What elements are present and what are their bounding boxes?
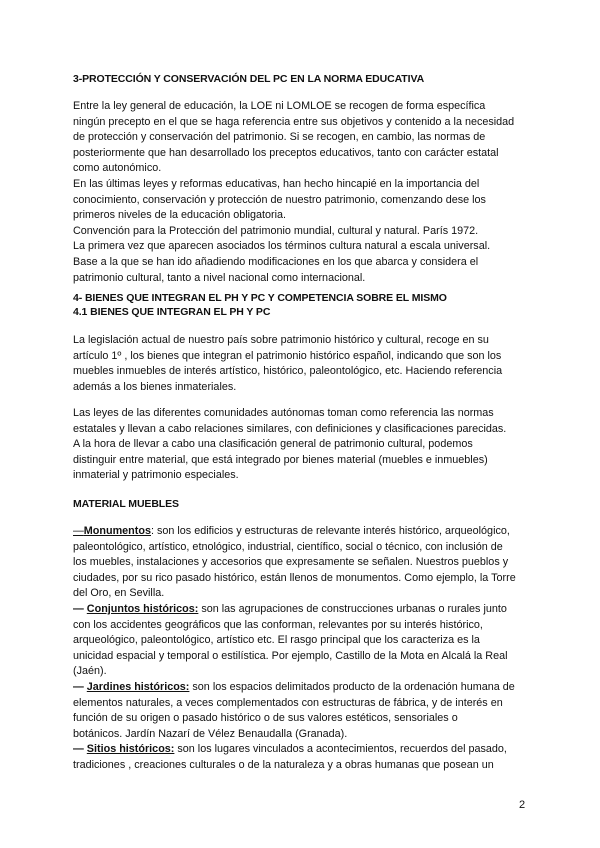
term-conjuntos-historicos: Conjuntos históricos: [86,602,199,615]
definition-text: son las agrupaciones de construcciones urbanas o rurales junto [198,602,507,615]
em-dash: — [73,525,84,537]
text-line: paleontológico, artístico, etnológico, industrial, científico, social o técnico, con inclusión de [73,540,503,553]
section-4-paragraph-2 [73,406,533,484]
text-line: arqueológico, paleontológico, artístico etc. El rasgo principal que los caracteriza es la [73,634,480,647]
material-muebles-heading: MATERIAL MUEBLES [73,498,179,510]
text-line: inmaterial y patrimonio especiales. [73,469,239,482]
text-line: además a los bienes inmateriales. [73,380,237,393]
definition-sitios-historicos [73,742,533,758]
text-line: distinguir entre material, que está integrado por bienes material (muebles e inmuebles) [73,453,488,466]
text-line: estatales y llevan a cabo relaciones similares, con definiciones y clasificaciones parecidas. [73,422,507,435]
text-line: A la hora de llevar a cabo una clasificación general de patrimonio cultural, podemos [73,438,473,451]
text-line: artículo 1º , los bienes que integran el patrimonio histórico español, indicando que son los [73,349,502,362]
section-3-body [73,99,533,286]
text-line: los muebles, instalaciones y accesorios que expresamente se señalen. Nuestros pueblos y [73,556,509,569]
text-line: Convención para la Protección del patrimonio mundial, cultural y natural. París 1972. [73,224,479,237]
em-dash: — [73,680,87,693]
section-4-heading: 4- BIENES QUE INTEGRAN EL PH Y PC Y COMPETENCIA SOBRE EL MISMO [73,292,447,304]
text-line: ciudades, por su rico pasado histórico, están llenos de monumentos. Como ejemplo, la Torre [73,571,516,584]
text-line: como autonómico. [73,162,162,175]
text-line: de protección y conservación del patrimonio. Si se recogen, en cambio, las normas de [73,131,486,144]
term-sitios-historicos: Sitios históricos: [86,743,175,756]
text-line: La legislación actual de nuestro país sobre patrimonio histórico y cultural, recoge en su [73,334,489,346]
text-line: muebles inmuebles de interés artístico, histórico, paleontológico, etc. Haciendo referencia [73,365,503,378]
definition-text: son los espacios delimitados producto de la ordenación humana de [189,680,515,693]
definition-jardines-historicos [73,680,533,696]
text-line: función de su origen o pasado histórico o de sus valores estéticos, sensoriales o [73,712,458,725]
em-dash: — [73,602,87,615]
material-definitions [73,524,533,774]
text-line: En las últimas leyes y reformas educativas, han hecho hincapié en la importancia del [73,177,480,190]
text-line: Base a la que se han ido añadiendo modificaciones en los que abarca y considera el [73,255,479,268]
section-3-heading: 3-PROTECCIÓN Y CONSERVACIÓN DEL PC EN LA NORMA EDUCATIVA [73,73,425,85]
text-line: ningún precepto en el que se haga referencia entre sus objetivos y contenido a la necesidad [73,115,515,128]
text-line: botánicos. Jardín Nazarí de Vélez Benaudalla (Granada). [73,727,348,740]
text-line: conocimiento, conservación y protección de nuestro patrimonio, comenzando dese los [73,193,486,206]
text-line: elementos naturales, a veces complementados con estructuras de fábrica, y de interés en [73,696,503,709]
definition-text: : son los edificios y estructuras de relevante interés histórico, arqueológico, [150,525,510,537]
definition-monumentos [73,524,533,540]
text-line: La primera vez que aparecen asociados los términos cultura natural a escala universal. [73,240,491,253]
em-dash: — [73,743,87,756]
page-number: 2 [519,799,526,811]
section-4-paragraph-1 [73,333,533,395]
text-line: tradiciones , creaciones culturales o de la naturaleza y a obras humanas que posean un [73,758,494,771]
section-4-1-heading: 4.1 BIENES QUE INTEGRAN EL PH Y PC [73,306,271,318]
text-line: unicidad espacial y temporal o estilística. Por ejemplo, Castillo de la Mota en Alcalá la Real [73,649,508,662]
text-line: primeros niveles de la educación obligatoria. [73,209,287,222]
text-line: con los accidentes geográficos que las conforman, relevantes por su interés histórico, [73,618,483,631]
text-line: patrimonio cultural, tanto a nivel nacional como internacional. [73,271,366,284]
text-line: (Jaén). [73,665,107,678]
text-line: Las leyes de las diferentes comunidades autónomas toman como referencia las normas [73,407,494,419]
definition-text: son los lugares vinculados a acontecimientos, recuerdos del pasado, [174,743,507,756]
term-monumentos: Monumentos [83,525,151,537]
text-line: posteriormente que han desarrollado los preceptos educativos, tanto con carácter estatal [73,146,499,159]
text-line: Entre la ley general de educación, la LOE ni LOMLOE se recogen de forma específica [73,100,486,112]
term-jardines-historicos: Jardines históricos: [86,680,190,693]
text-line: del Oro, en Sevilla. [73,587,165,600]
definition-conjuntos-historicos [73,602,533,618]
